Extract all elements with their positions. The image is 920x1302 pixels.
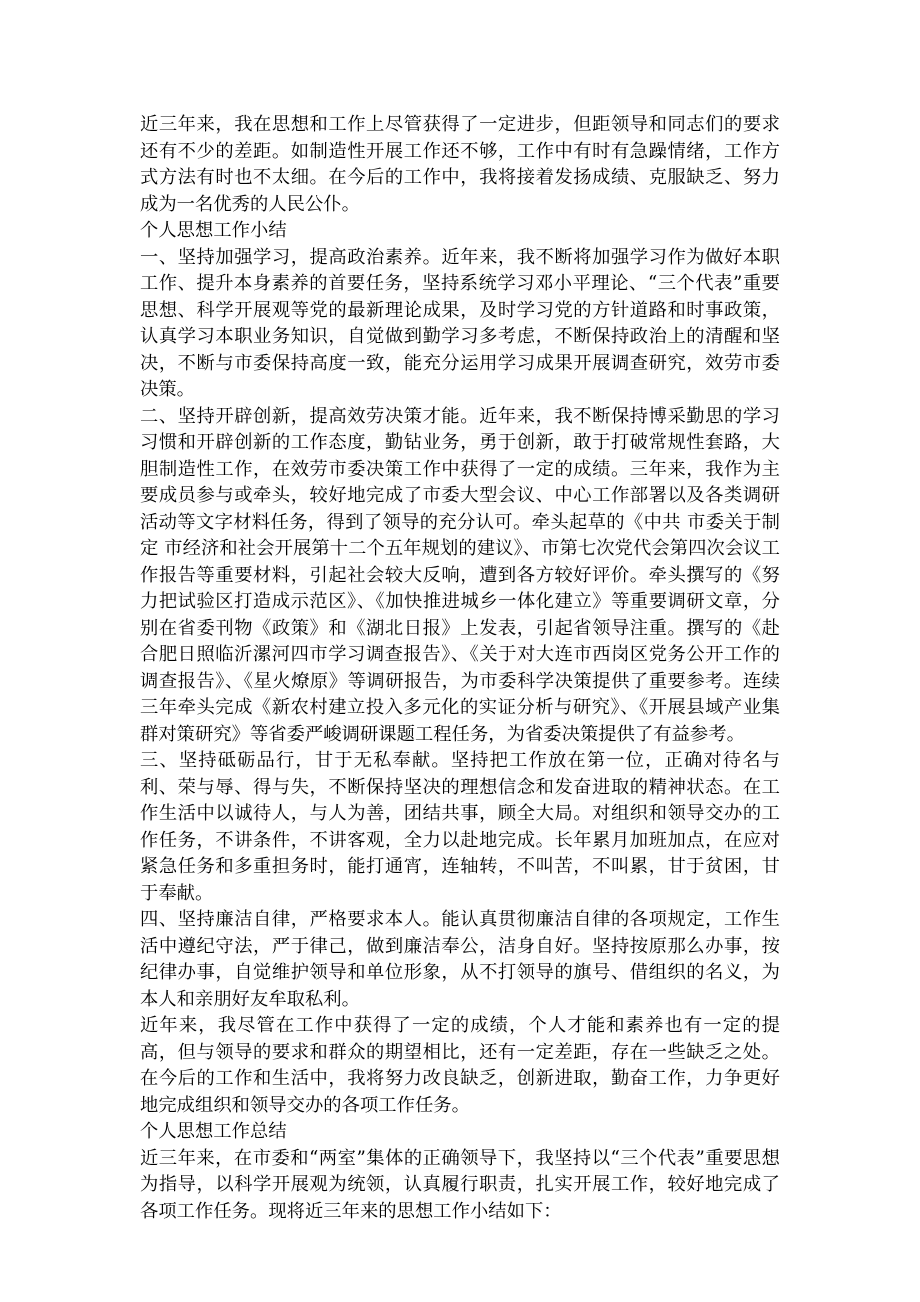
paragraph-closing-intro: 近三年来，我在思想和工作上尽管获得了一定进步，但距领导和同志们的要求还有不少的差距。如制造性开展工作还不够，工作中有时有急躁情绪，工作方式方法有时也不太细。在今后的工作中，我将接着发扬成绩、克服缺乏、努力成为一名优秀的人民公仆。 (140, 114, 780, 215)
section-heading-total-summary: 个人思想工作总结 (140, 1121, 287, 1142)
section-heading-summary: 个人思想工作小结 (140, 220, 287, 241)
document-body (140, 112, 780, 1225)
paragraph-total-intro: 近三年来，在市委和“两室”集体的正确领导下，我坚持以“三个代表”重要思想为指导，以科学开展观为统领，认真履行职责，扎实开展工作，较好地完成了各项工作任务。现将近三年来的思想工作小结如下： (140, 1147, 780, 1222)
paragraph-innovation: 二、坚持开辟创新，提高效劳决策才能。近年来，我不断保持博采勤思的学习习惯和开辟创新的工作态度，勤钻业务，勇于创新，敢于打破常规性套路，大胆制造性工作，在效劳市委决策工作中获得了一定的成绩。三年来，我作为主要成员参与或牵头，较好地完成了市委大型会议、中心工作部署以及各类调研活动等文字材料任务，得到了领导的充分认可。牵头起草的《中共 市委关于制定 市经济和社会开展第十二个五年规划的建议》、市第七次党代会第四次会议工作报告等重要材料，引起社会较大反响，遭到各方较好评价。牵头撰写的《努力把试验区打造成示范区》、《加快推进城乡一体化建立》等重要调研文章，分别在省委刊物《政策》和《湖北日报》上发表，引起省领导注重。撰写的《赴合肥日照临沂漯河四市学习调查报告》、《关于对大连市西岗区党务公开工作的调查报告》、《星火燎原》等调研报告，为市委科学决策提供了重要参考。连续三年牵头完成《新农村建立投入多元化的实证分析与研究》、《开展县域产业集群对策研究》等省委严峻调研课题工程任务，为省委决策提供了有益参考。 (140, 405, 780, 745)
paragraph-character: 三、坚持砥砺品行，甘于无私奉献。坚持把工作放在第一位，正确对待名与利、荣与辱、得与失，不断保持坚决的理想信念和发奋进取的精神状态。在工作生活中以诚待人，与人为善，团结共事，顾全大局。对组织和领导交办的工作任务，不讲条件，不讲客观，全力以赴地完成。长年累月加班加点，在应对紧急任务和多重担务时，能打通宵，连轴转，不叫苦，不叫累，甘于贫困，甘于奉献。 (140, 750, 780, 904)
paragraph-study: 一、坚持加强学习，提高政治素养。近年来，我不断将加强学习作为做好本职工作、提升本身素养的首要任务，坚持系统学习邓小平理论、“三个代表”重要思想、科学开展观等党的最新理论成果，及时学习党的方针道路和时事政策，认真学习本职业务知识，自觉做到勤学习多考虑，不断保持政治上的清醒和坚决，不断与市委保持高度一致，能充分运用学习成果开展调查研究，效劳市委决策。 (140, 246, 780, 400)
paragraph-conclusion: 近年来，我尽管在工作中获得了一定的成绩，个人才能和素养也有一定的提高，但与领导的要求和群众的期望相比，还有一定差距，存在一些缺乏之处。在今后的工作和生活中，我将努力改良缺乏，创新进取，勤奋工作，力争更好地完成组织和领导交办的各项工作任务。 (140, 1015, 780, 1116)
paragraph-integrity: 四、坚持廉洁自律，严格要求本人。能认真贯彻廉洁自律的各项规定，工作生活中遵纪守法，严于律己，做到廉洁奉公，洁身自好。坚持按原那么办事，按纪律办事，自觉维护领导和单位形象，从不打领导的旗号、借组织的名义，为本人和亲朋好友牟取私利。 (140, 909, 780, 1010)
